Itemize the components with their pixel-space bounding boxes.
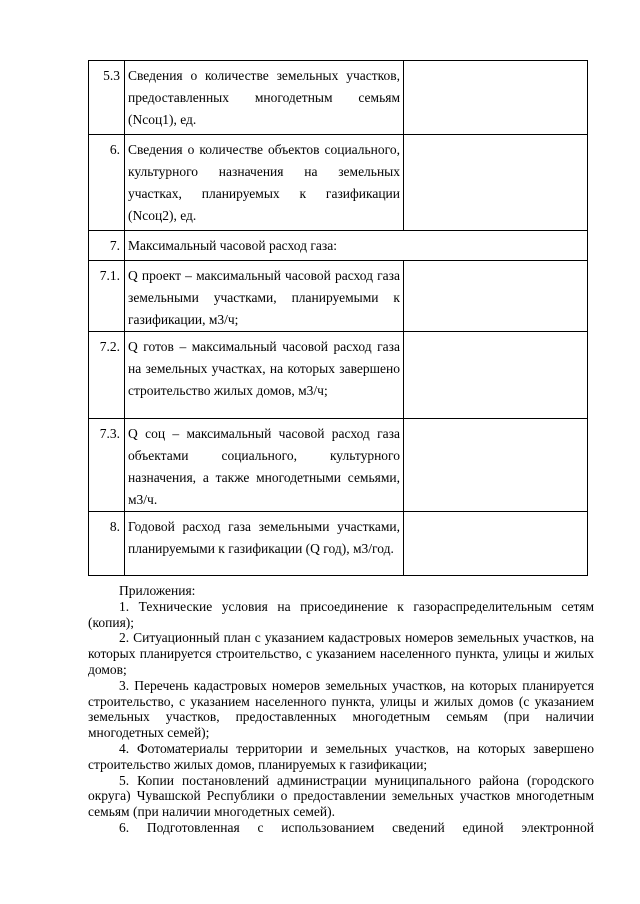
row-description: Q соц – максимальный часовой расход газа объектами социального, культурного назначения, а также многодетными семьями, м3/ч. <box>125 419 404 512</box>
row-description: Сведения о количестве земельных участков, предоставленных многодетным семьям (Nсоц1), ед. <box>125 61 404 135</box>
row-description: Q готов – максимальный часовой расход газа на земельных участках, на которых завершено строительство жилых домов, м3/ч; <box>125 332 404 419</box>
table-row <box>89 332 588 419</box>
attachment-item: 5. Копии постановлений администрации муниципального района (городского округа) Чувашской Республики о предоставлении земельных участков многодетным семьям (при наличии многодетных семей). <box>88 772 594 820</box>
attachment-item: 6. Подготовленная с использованием сведений единой электронной <box>119 819 594 835</box>
row-description: Максимальный часовой расход газа: <box>125 231 588 261</box>
row-value-cell[interactable] <box>404 419 588 512</box>
attachment-item: 3. Перечень кадастровых номеров земельных участков, на которых планируется строительство, с указанием населенного пункта, улицы и жилых домов (с указанием земельных участков, предоставленных многодетным семьям (при наличии многодетных семей); <box>88 677 594 741</box>
attachments-section <box>88 583 594 836</box>
row-value-cell[interactable] <box>404 332 588 419</box>
row-number: 7.3. <box>89 419 125 512</box>
row-number: 7.2. <box>89 332 125 419</box>
row-number: 6. <box>89 135 125 231</box>
attachment-item: 2. Ситуационный план с указанием кадастровых номеров земельных участков, на которых планируется строительство, с указанием населенного пункта, улицы и жилых домов; <box>88 630 594 677</box>
row-value-cell[interactable] <box>404 135 588 231</box>
table-row <box>89 419 588 512</box>
table-row <box>89 512 588 576</box>
row-value-cell[interactable] <box>404 61 588 135</box>
table-row <box>89 261 588 332</box>
row-description: Сведения о количестве объектов социального, культурного назначения на земельных участках, планируемых к газификации (Nсоц2), ед. <box>125 135 404 231</box>
row-number: 8. <box>89 512 125 576</box>
row-value-cell[interactable] <box>404 512 588 576</box>
row-description: Годовой расход газа земельными участками, планируемыми к газификации (Q год), м3/год. <box>125 512 404 576</box>
row-value-cell[interactable] <box>404 261 588 332</box>
attachment-item: 4. Фотоматериалы территории и земельных участков, на которых завершено строительство жилых домов, планируемых к газификации; <box>88 740 594 772</box>
table-row <box>89 135 588 231</box>
attachments-heading: Приложения: <box>119 583 196 598</box>
table-row <box>89 231 588 261</box>
row-number: 7.1. <box>89 261 125 332</box>
row-description: Q проект – максимальный часовой расход газа земельными участками, планируемыми к газификации, м3/ч; <box>125 261 404 332</box>
row-number: 5.3 <box>89 61 125 135</box>
gas-data-table <box>88 60 588 576</box>
attachment-item: 1. Технические условия на присоединение к газораспределительным сетям (копия); <box>88 598 594 630</box>
row-number: 7. <box>89 231 125 261</box>
table-row <box>89 61 588 135</box>
